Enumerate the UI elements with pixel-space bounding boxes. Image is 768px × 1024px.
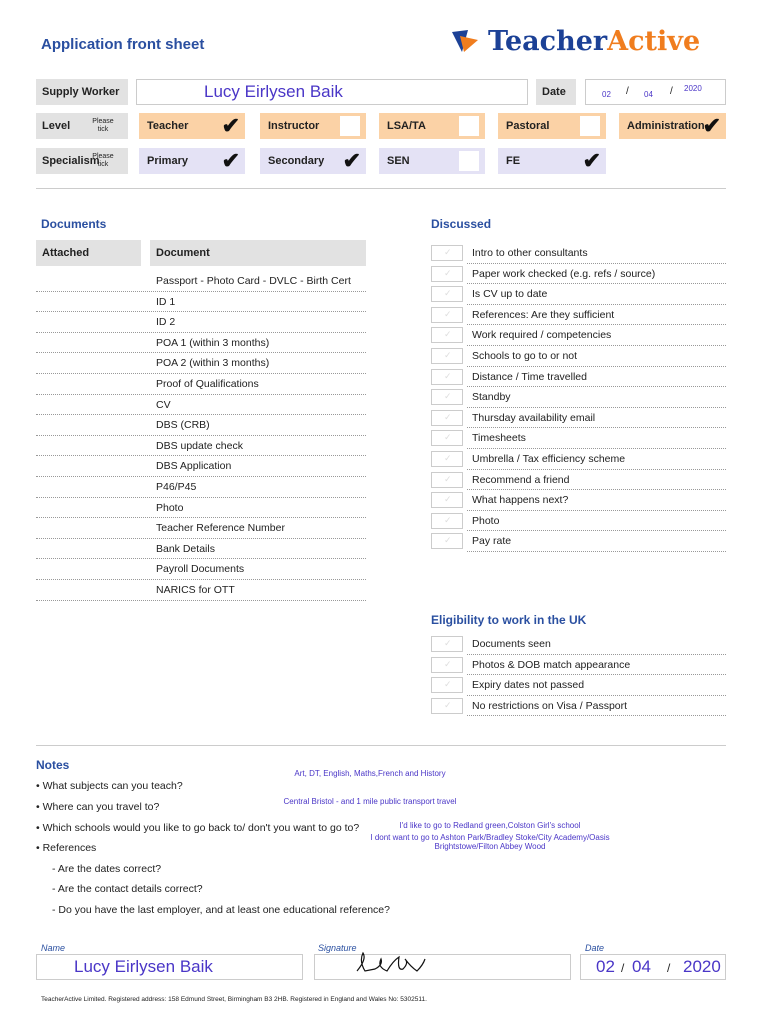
checkbox[interactable] (431, 327, 463, 343)
specialism-option-secondary[interactable] (260, 148, 366, 174)
supply-worker-label: Supply Worker (36, 79, 128, 105)
specialism-option-label: SEN (387, 155, 410, 167)
checkmark-icon: ✔ (221, 148, 240, 173)
document-label: NARICS for OTT (156, 584, 235, 596)
specialism-option-label: Primary (147, 155, 188, 167)
document-label: P46/P45 (156, 481, 197, 493)
eligibility-item-label: Photos & DOB match appearance (472, 658, 631, 671)
document-label: Bank Details (156, 542, 215, 555)
note-answer: I dont want to go to Ashton Park/Bradley Stoke/City Academy/Oasis (370, 833, 610, 842)
specialism-option-label: FE (506, 155, 521, 167)
document-row[interactable] (36, 539, 366, 560)
note-question: • What subjects can you teach? (36, 780, 183, 792)
signoff-signature-field[interactable] (314, 954, 571, 980)
document-label: POA 1 (within 3 months) (156, 336, 270, 349)
footer-registration: TeacherActive Limited. Registered address: 158 Edmund Street, Birmingham B3 2HB. Registered in England and Wales No: 5302511. (41, 996, 427, 1003)
specialism-option-sen[interactable] (379, 148, 485, 174)
discussed-item (431, 284, 726, 305)
level-label (36, 113, 128, 139)
level-option-lsa-ta[interactable] (379, 113, 485, 139)
discussed-item-label: Umbrella / Tax efficiency scheme (472, 453, 626, 465)
note-subquestion: - Do you have the last employer, and at least one educational reference? (52, 904, 390, 916)
checkbox[interactable] (431, 636, 463, 652)
note-question: • Where can you travel to? (36, 801, 160, 813)
checkbox[interactable] (431, 286, 463, 302)
document-label: Passport - Photo Card - DVLC - Birth Cert (156, 275, 351, 287)
date-sep-1: / (626, 86, 629, 97)
document-row[interactable] (36, 518, 366, 539)
specialism-option-fe[interactable] (498, 148, 606, 174)
level-option-label: LSA/TA (387, 120, 426, 132)
note-subquestion: - Are the contact details correct? (52, 883, 203, 895)
checkbox[interactable] (431, 451, 463, 467)
document-row[interactable] (36, 333, 366, 354)
signoff-date-day: 02 (596, 957, 615, 976)
document-row[interactable] (36, 292, 366, 313)
checkbox[interactable] (431, 348, 463, 364)
discussed-item (431, 325, 726, 346)
discussed-item (431, 531, 726, 552)
discussed-item (431, 387, 726, 408)
supply-worker-field[interactable] (136, 79, 528, 105)
note-answer: Brightstowe/Filton Abbey Wood (434, 842, 546, 851)
discussed-item (431, 346, 726, 367)
document-row[interactable] (36, 580, 366, 601)
eligibility-item-label: Documents seen (472, 638, 551, 650)
level-option-pastoral[interactable] (498, 113, 606, 139)
discussed-item-label: References: Are they sufficient (472, 308, 615, 321)
note-answer: Central Bristol - and 1 mile public transport travel (283, 797, 457, 806)
checkbox[interactable] (431, 307, 463, 323)
document-row[interactable] (36, 353, 366, 374)
level-option-label: Pastoral (506, 120, 550, 132)
note-subquestion: - Are the dates correct? (52, 863, 162, 875)
discussed-item-label: Timesheets (472, 432, 526, 445)
eligibility-item (431, 675, 726, 696)
checkbox-empty-icon[interactable] (340, 116, 360, 136)
signoff-name-field[interactable] (36, 954, 303, 980)
checkbox[interactable] (431, 266, 463, 282)
discussed-item-label: Intro to other consultants (472, 247, 588, 259)
checkbox[interactable] (431, 389, 463, 405)
signoff-signature-label: Signature (318, 943, 357, 953)
document-label: Photo (156, 501, 184, 514)
signoff-name-value: Lucy Eirlysen Baik (74, 957, 213, 976)
date-day: 02 (602, 90, 611, 99)
discussed-item-label: Is CV up to date (472, 288, 548, 301)
checkmark-icon: ✔ (702, 113, 721, 138)
discussed-item-label: Recommend a friend (472, 473, 570, 486)
checkbox[interactable] (431, 698, 463, 714)
specialism-option-label: Secondary (268, 155, 325, 167)
discussed-item-label: Distance / Time travelled (472, 370, 587, 383)
document-label: CV (156, 398, 171, 411)
page-title: Application front sheet (41, 36, 205, 53)
document-row[interactable] (36, 271, 366, 292)
checkmark-icon: ✔ (342, 148, 361, 173)
discussed-heading: Discussed (431, 217, 492, 231)
discussed-item (431, 305, 726, 326)
discussed-item-label: Pay rate (472, 535, 512, 548)
checkbox-empty-icon[interactable] (459, 116, 479, 136)
signoff-date-field[interactable] (580, 954, 726, 980)
document-label: Payroll Documents (156, 563, 245, 576)
checkbox-empty-icon[interactable] (580, 116, 600, 136)
discussed-item-label: Paper work checked (e.g. refs / source) (472, 267, 656, 280)
document-row[interactable] (36, 559, 366, 580)
signoff-date-sep: / (667, 961, 671, 975)
discussed-item (431, 490, 726, 511)
note-answer: I'd like to go to Redland green,Colston Girl's school (399, 821, 581, 830)
specialism-please-tick: Please tick (92, 153, 114, 168)
document-row[interactable] (36, 436, 366, 457)
level-option-instructor[interactable] (260, 113, 366, 139)
discussed-item-label: Photo (472, 514, 500, 527)
level-option-administration[interactable] (619, 113, 726, 139)
level-option-teacher[interactable] (139, 113, 245, 139)
level-option-label: Teacher (147, 120, 189, 132)
discussed-item-label: Thursday availability email (472, 411, 596, 424)
signoff-date-sep: / (621, 961, 625, 975)
document-row[interactable] (36, 415, 366, 436)
signoff-name-label: Name (41, 943, 66, 953)
discussed-item-label: Standby (472, 391, 511, 404)
document-row[interactable] (36, 477, 366, 498)
note-question: • Which schools would you like to go back to/ don't you want to go to? (36, 822, 360, 834)
level-option-label: Instructor (268, 120, 320, 132)
document-label: DBS Application (156, 460, 232, 473)
signoff-date-label: Date (585, 943, 605, 953)
document-label: POA 2 (within 3 months) (156, 357, 270, 370)
handwritten-signature-icon (353, 949, 433, 979)
notes-heading: Notes (36, 758, 70, 772)
level-option-label: Administration (627, 120, 705, 132)
eligibility-item-label: Expiry dates not passed (472, 679, 585, 692)
date-label: Date (536, 79, 576, 105)
document-row[interactable] (36, 498, 366, 519)
date-month: 04 (644, 90, 653, 99)
document-label: DBS (CRB) (156, 419, 210, 432)
logo-text-active: Active (607, 25, 701, 57)
documents-col-document: Document (150, 240, 366, 266)
supply-worker-value: Lucy Eirlysen Baik (204, 82, 343, 101)
checkbox[interactable] (431, 369, 463, 385)
discussed-item (431, 243, 726, 264)
checkbox[interactable] (431, 492, 463, 508)
documents-col-attached: Attached (36, 240, 141, 266)
document-label: Teacher Reference Number (156, 522, 285, 535)
discussed-item (431, 449, 726, 470)
date-year: 2020 (684, 84, 702, 93)
checkbox[interactable] (431, 245, 463, 261)
logo-text-teacher: Teacher (488, 25, 608, 57)
checkmark-icon: ✔ (221, 113, 240, 138)
checkbox[interactable] (431, 430, 463, 446)
checkbox-empty-icon[interactable] (459, 151, 479, 171)
specialism-option-primary[interactable] (139, 148, 245, 174)
discussed-item (431, 408, 726, 429)
section-divider (36, 188, 726, 189)
row-divider (467, 551, 726, 552)
specialism-label (36, 148, 128, 174)
note-question: • References (36, 842, 97, 854)
eligibility-item (431, 634, 726, 655)
section-divider (36, 745, 726, 746)
discussed-item (431, 264, 726, 285)
checkbox[interactable] (431, 472, 463, 488)
checkbox[interactable] (431, 513, 463, 529)
discussed-item (431, 511, 726, 532)
discussed-item (431, 470, 726, 491)
checkbox[interactable] (431, 410, 463, 426)
document-row[interactable] (36, 456, 366, 477)
eligibility-item-label: No restrictions on Visa / Passport (472, 699, 628, 712)
checkmark-icon: ✔ (582, 148, 601, 173)
level-please-tick: Please tick (92, 118, 114, 133)
eligibility-item (431, 655, 726, 676)
row-divider (467, 715, 726, 716)
signoff-date-month: 04 (632, 957, 651, 976)
discussed-item (431, 367, 726, 388)
eligibility-item (431, 696, 726, 717)
document-row[interactable] (36, 312, 366, 333)
documents-heading: Documents (41, 217, 107, 231)
date-sep-2: / (670, 86, 673, 97)
discussed-item-label: What happens next? (472, 494, 569, 507)
signoff-date-year: 2020 (683, 957, 721, 976)
note-answer: Art, DT, English, Maths,French and History (294, 769, 446, 778)
document-label: ID 1 (156, 295, 176, 308)
document-label: DBS update check (156, 439, 243, 452)
document-row[interactable] (36, 374, 366, 395)
document-label: ID 2 (156, 316, 176, 329)
document-label: Proof of Qualifications (156, 378, 259, 390)
checkbox[interactable] (431, 677, 463, 693)
date-field[interactable] (585, 79, 726, 105)
logo-mark-icon (450, 28, 482, 54)
level-label-text: Level (42, 120, 71, 132)
discussed-item-label: Schools to go to or not (472, 350, 578, 362)
checkbox[interactable] (431, 533, 463, 549)
specialism-label-text: Specialism (42, 155, 100, 167)
document-row[interactable] (36, 395, 366, 416)
teacheractive-logo (450, 26, 700, 56)
discussed-item (431, 428, 726, 449)
discussed-item-label: Work required / competencies (472, 329, 612, 342)
eligibility-heading: Eligibility to work in the UK (431, 613, 587, 627)
checkbox[interactable] (431, 657, 463, 673)
